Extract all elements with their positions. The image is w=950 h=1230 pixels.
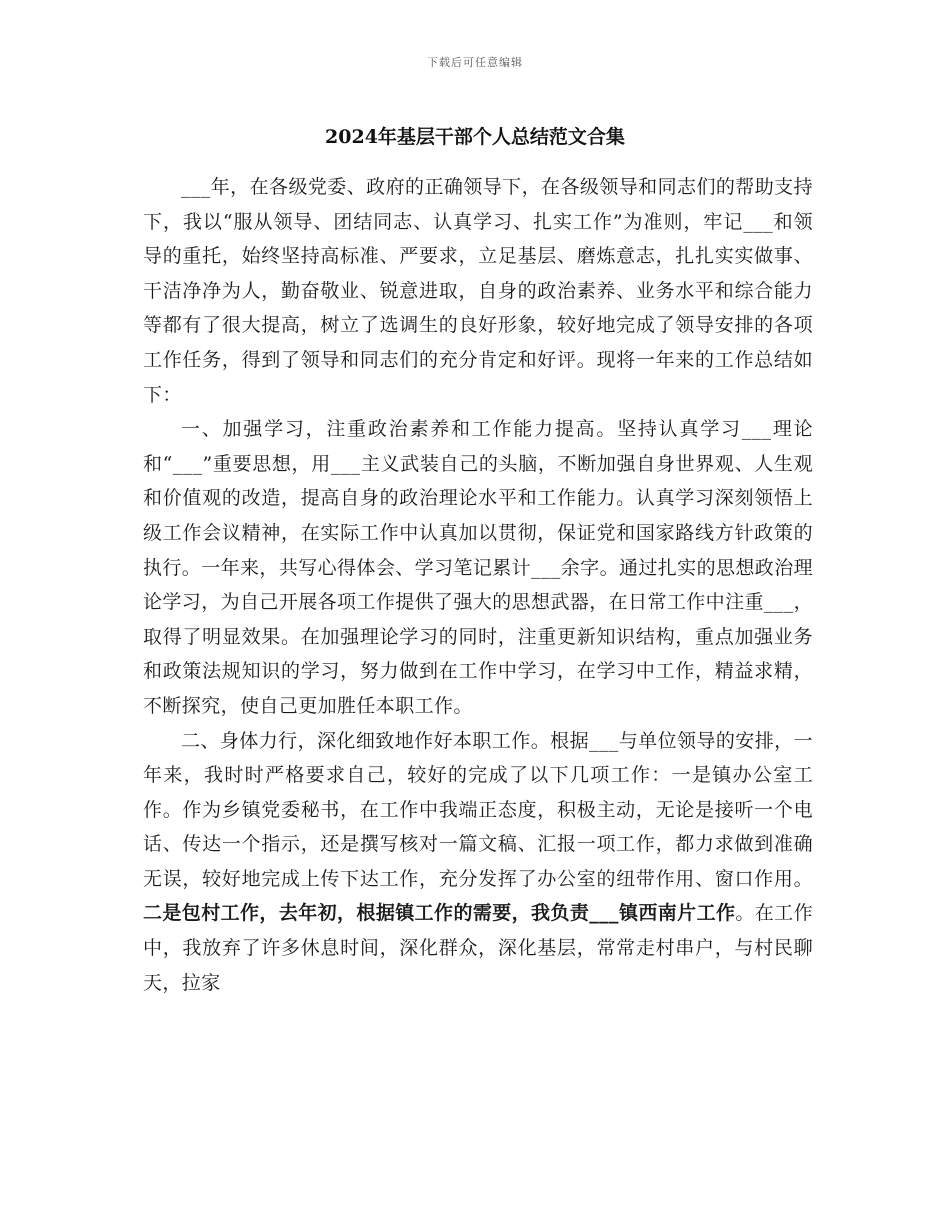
paragraph-section-two-bold: 二是包村工作，去年初，根据镇工作的需要，我负责___镇西南片工作 — [143, 902, 736, 925]
paragraph-intro: ___年，在各级党委、政府的正确领导下，在各级领导和同志们的帮助支持下，我以“服从领导、团结同志、认真学习、扎实工作”为准则，牢记___和领导的重托，始终坚持高标准、严要求，立足基层、磨炼意志，扎扎实实做事、干洁净净为人，勤奋敬业、锐意进取，自身的政治素养、业务水平和综合能力等都有了很大提高，树立了选调生的良好形象，较好地完成了领导安排的各项工作任务，得到了领导和同志们的充分肯定和好评。现将一年来的工作总结如下： — [143, 176, 813, 406]
document-title: 2024年基层干部个人总结范文合集 — [325, 126, 625, 148]
header-note: 下载后可任意编辑 — [427, 56, 523, 69]
paragraph-section-one: 一、加强学习，注重政治素养和工作能力提高。坚持认真学习___理论和“___”重要思想，用___主义武装自己的头脑，不断加强自身世界观、人生观和价值观的改造，提高自身的政治理论水平和工作能力。认真学习深刻领悟上级工作会议精神，在实际工作中认真加以贯彻，保证党和国家路线方针政策的执行。一年来，共写心得体会、学习笔记累计___余字。通过扎实的思想政治理论学习，为自己开展各项工作提供了强大的思想武器，在日常工作中注重___，取得了明显效果。在加强理论学习的同时，注重更新知识结构，重点加强业务和政策法规知识的学习，努力做到在工作中学习，在学习中工作，精益求精，不断探究，使自己更加胜任本职工作。 — [143, 418, 813, 717]
paragraph-section-two — [143, 724, 813, 1001]
paragraph-section-two-lead: 二、身体力行，深化细致地作好本职工作。根据___与单位领导的安排，一年来，我时时严格要求自己，较好的完成了以下几项工作：一是镇办公室工作。作为乡镇党委秘书，在工作中我端正态度，积极主动，无论是接听一个电话、传达一个指示，还是撰写核对一篇文稿、汇报一项工作，都力求做到准确无误，较好地完成上传下达工作，充分发挥了办公室的纽带作用、窗口作用。 — [143, 729, 813, 890]
paragraph-section-two-tail: 。在工作中，我放弃了许多休息时间，深化群众，深化基层，常常走村串户，与村民聊天，拉家 — [143, 902, 813, 994]
document-body — [143, 170, 813, 1000]
